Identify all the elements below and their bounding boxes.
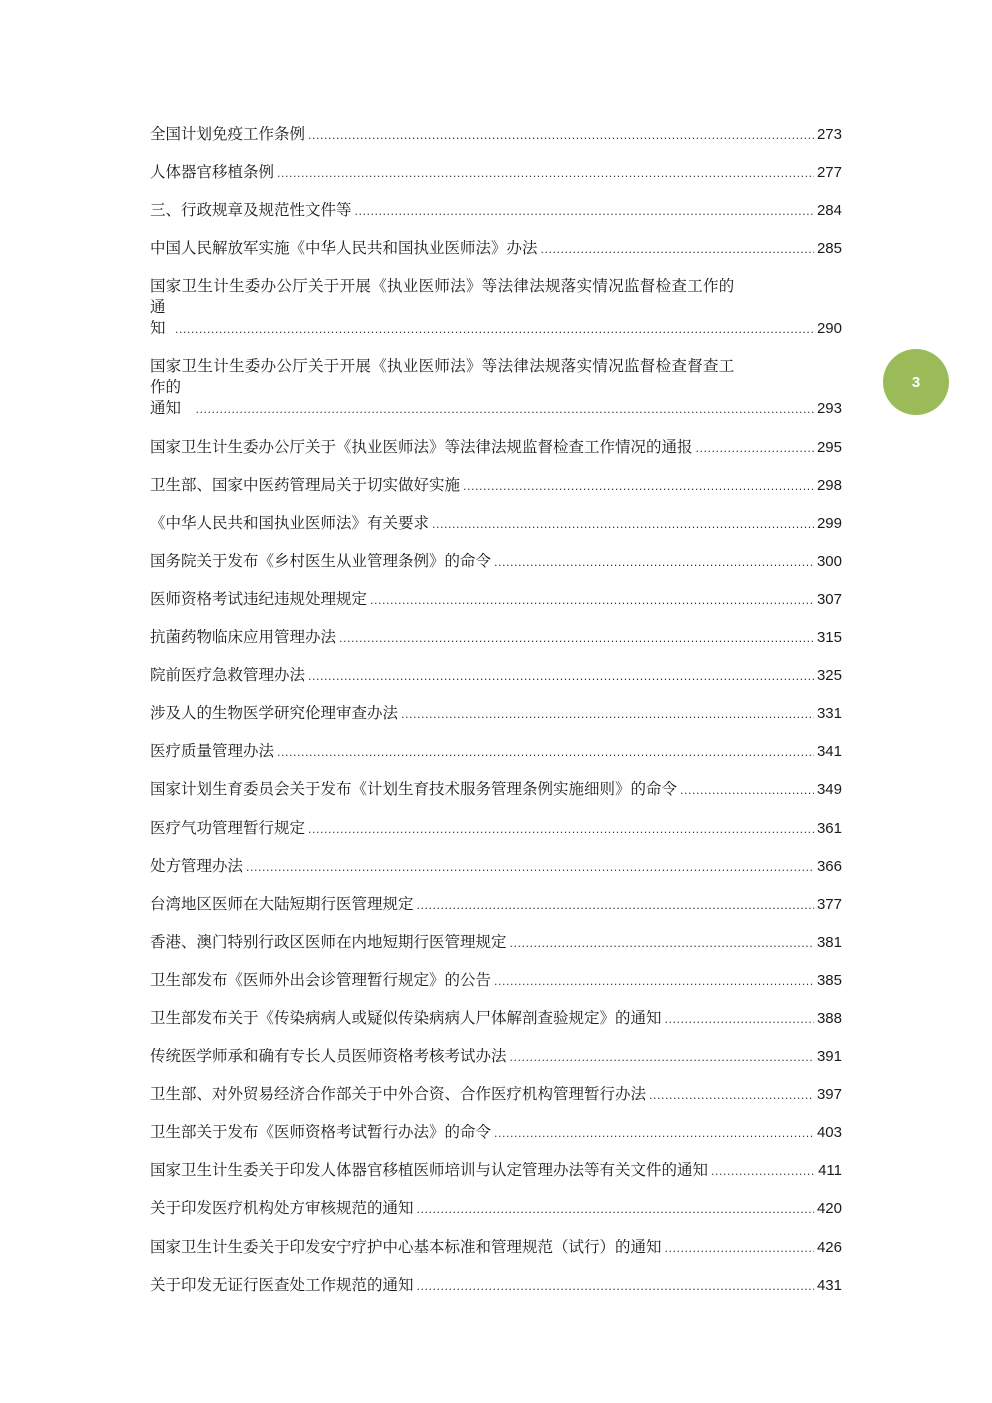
toc-entry-page: 426 [816, 1238, 842, 1256]
toc-entry[interactable] [150, 1198, 842, 1219]
toc-entry-title: 全国计划免疫工作条例 [150, 125, 306, 143]
toc-leader-dots [417, 1204, 814, 1215]
toc-entry-title: 三、行政规章及规范性文件等 [150, 201, 352, 220]
toc-entry[interactable] [150, 162, 842, 183]
toc-entry-title-line2: 通知 [150, 298, 166, 338]
toc-entry-page: 298 [816, 476, 842, 494]
toc-entry[interactable] [150, 779, 842, 800]
toc-entry-title-line1: 国家卫生计生委办公厅关于开展《执业医师法》等法律法规落实情况监督检查督查工 [150, 357, 735, 376]
toc-entry-page: 361 [816, 819, 842, 837]
toc-entry[interactable] [150, 437, 842, 458]
toc-entry-title: 卫生部发布《医师外出会诊管理暂行规定》的公告 [150, 970, 492, 989]
toc-entry-page: 391 [816, 1048, 842, 1066]
toc-leader-dots [401, 709, 814, 720]
toc-entry-title: 处方管理办法 [150, 856, 244, 875]
toc-entry-page: 388 [816, 1009, 842, 1027]
toc-entry-page: 277 [816, 164, 842, 182]
toc-entry-page: 377 [816, 895, 842, 913]
toc-leader-dots [432, 519, 814, 530]
toc-entry[interactable] [150, 1237, 842, 1258]
toc-entry[interactable] [150, 741, 842, 762]
toc-entry-page: 284 [816, 202, 842, 220]
toc-leader-dots [308, 130, 814, 141]
toc-leader-dots [463, 481, 814, 492]
toc-entry-page: 293 [816, 400, 842, 418]
toc-entry-title-line2: 作的通知 [150, 378, 182, 418]
toc-entry-page: 285 [816, 240, 842, 258]
toc-entry-page: 331 [816, 705, 842, 723]
toc-leader-dots [494, 557, 814, 568]
toc-entry[interactable] [150, 200, 842, 221]
page-number-badge [883, 349, 949, 415]
toc-entry-page: 290 [816, 320, 842, 338]
toc-entry-page: 295 [816, 438, 842, 456]
toc-entry-page: 315 [816, 629, 842, 647]
toc-entry[interactable] [150, 818, 842, 839]
toc-entry-title: 卫生部、对外贸易经济合作部关于中外合资、合作医疗机构管理暂行办法 [150, 1085, 647, 1104]
toc-leader-dots [696, 443, 814, 454]
toc-leader-dots [277, 168, 814, 179]
toc-leader-dots [680, 785, 814, 796]
toc-leader-dots [541, 244, 814, 255]
toc-entry-page: 381 [816, 933, 842, 951]
toc-leader-dots [370, 595, 814, 606]
toc-entry-title: 国家计划生育委员会关于发布《计划生育技术服务管理条例实施细则》的命令 [150, 780, 678, 799]
toc-entry-title-line1: 国家卫生计生委办公厅关于开展《执业医师法》等法律法规落实情况监督检查工作的 [150, 277, 735, 296]
toc-entry-title: 传统医学师承和确有专长人员医师资格考核考试办法 [150, 1047, 507, 1066]
toc-entry[interactable] [150, 589, 842, 610]
page-number: 3 [911, 373, 921, 391]
toc-entry-page: 300 [816, 552, 842, 570]
toc-entry-page: 325 [816, 667, 842, 685]
toc-leader-dots [711, 1166, 815, 1177]
toc-leader-dots [308, 824, 814, 835]
toc-entry-page: 385 [816, 971, 842, 989]
toc-entry-title: 国务院关于发布《乡村医生从业管理条例》的命令 [150, 551, 492, 570]
toc-leader-dots [494, 1128, 814, 1139]
toc-entry[interactable] [150, 1084, 842, 1105]
toc-leader-dots [649, 1090, 814, 1101]
toc-leader-dots [308, 671, 814, 682]
toc-leader-dots [417, 900, 814, 911]
toc-entry-title: 人体器官移植条例 [150, 163, 275, 182]
toc-entry-title: 国家卫生计生委关于印发人体器官移植医师培训与认定管理办法等有关文件的通知 [150, 1161, 709, 1180]
toc-entry-title: 《中华人民共和国执业医师法》有关要求 [150, 513, 430, 532]
toc-leader-dots [175, 324, 814, 335]
toc-entry-title: 香港、澳门特别行政区医师在内地短期行医管理规定 [150, 932, 507, 951]
toc-entry[interactable] [150, 970, 842, 991]
toc-leader-dots [246, 862, 814, 873]
toc-entry[interactable] [150, 238, 842, 259]
toc-entry[interactable] [150, 124, 842, 145]
toc-entry-page: 349 [816, 781, 842, 799]
toc-leader-dots [510, 1052, 814, 1063]
toc-entry-title: 院前医疗急救管理办法 [150, 666, 306, 685]
toc-entry-page: 411 [818, 1162, 842, 1180]
toc-entry-title: 国家卫生计生委关于印发安宁疗护中心基本标准和管理规范（试行）的通知 [150, 1237, 662, 1256]
toc-entry[interactable] [150, 475, 842, 496]
toc-leader-dots [339, 633, 814, 644]
toc-entry[interactable] [150, 1008, 842, 1029]
toc-entry[interactable] [150, 894, 842, 915]
toc-entry[interactable] [150, 356, 842, 419]
toc-entry-page: 307 [816, 590, 842, 608]
toc-entry-page: 403 [816, 1124, 842, 1142]
toc-entry[interactable] [150, 276, 842, 339]
toc-leader-dots [510, 938, 814, 949]
toc-entry-page: 273 [816, 126, 842, 143]
toc-entry-title: 国家卫生计生委办公厅关于《执业医师法》等法律法规监督检查工作情况的通报 [150, 437, 693, 456]
toc-entry[interactable] [150, 1160, 842, 1181]
toc-leader-dots [277, 747, 814, 758]
toc-entry-title: 卫生部、国家中医药管理局关于切实做好实施 [150, 475, 461, 494]
toc-entry-title: 涉及人的生物医学研究伦理审查办法 [150, 704, 399, 723]
toc-entry-page: 299 [816, 514, 842, 532]
toc-leader-dots [665, 1014, 814, 1025]
toc-entry-title: 卫生部发布关于《传染病病人或疑似传染病病人尸体解剖查验规定》的通知 [150, 1008, 662, 1027]
toc-entry-title: 医疗气功管理暂行规定 [150, 818, 306, 837]
toc-leader-dots [665, 1243, 814, 1254]
toc-entry[interactable] [150, 932, 842, 953]
toc-entry[interactable] [150, 1122, 842, 1143]
toc-entry[interactable] [150, 665, 842, 686]
toc-leader-dots [355, 206, 814, 217]
toc-entry-title: 关于印发医疗机构处方审核规范的通知 [150, 1199, 414, 1218]
toc-leader-dots [494, 976, 814, 987]
toc-entry-title: 中国人民解放军实施《中华人民共和国执业医师法》办法 [150, 239, 538, 258]
toc-entry-title: 抗菌药物临床应用管理办法 [150, 628, 337, 647]
toc-entry[interactable] [150, 703, 842, 724]
toc-entry-page: 366 [816, 857, 842, 875]
toc-entry-title: 医师资格考试违纪违规处理规定 [150, 589, 368, 608]
toc-entry-page: 341 [816, 743, 842, 761]
toc-entry-title: 台湾地区医师在大陆短期行医管理规定 [150, 894, 414, 913]
table-of-contents [150, 124, 842, 1313]
toc-entry[interactable] [150, 551, 842, 572]
toc-entry[interactable] [150, 856, 842, 877]
toc-entry-title: 医疗质量管理办法 [150, 742, 275, 761]
toc-entry[interactable] [150, 513, 842, 534]
toc-entry[interactable] [150, 1046, 842, 1067]
toc-leader-dots [417, 1281, 814, 1292]
toc-entry[interactable] [150, 627, 842, 648]
toc-entry-page: 397 [816, 1086, 842, 1104]
toc-entry-page: 431 [816, 1276, 842, 1294]
toc-entry-title: 卫生部关于发布《医师资格考试暂行办法》的命令 [150, 1123, 492, 1142]
toc-entry-title: 关于印发无证行医查处工作规范的通知 [150, 1275, 414, 1294]
toc-leader-dots [195, 404, 814, 415]
toc-entry-page: 420 [816, 1200, 842, 1218]
toc-entry[interactable] [150, 1275, 842, 1296]
